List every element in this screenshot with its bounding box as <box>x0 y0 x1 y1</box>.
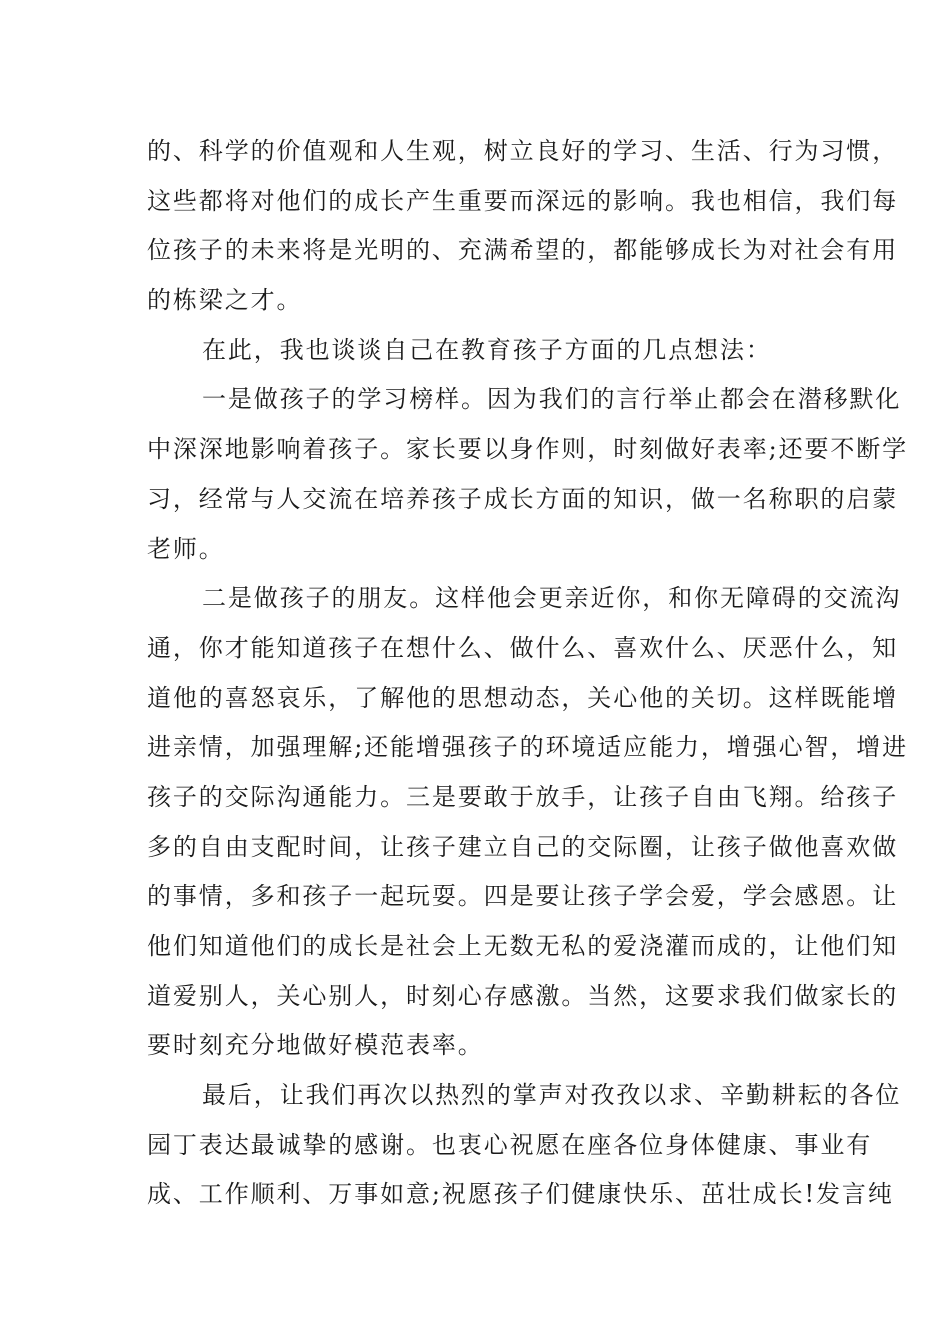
paragraph-first-line: 二是做孩子的朋友。这样他会更亲近你，和你无障碍的交流沟 <box>202 584 902 613</box>
text-line: 的栋梁之才。 <box>147 286 303 315</box>
text-line: 的、科学的价值观和人生观，树立良好的学习、生活、行为习惯， <box>147 137 899 165</box>
text-line: 园丁表达最诚挚的感谢。也衷心祝愿在座各位身体健康、事业有 <box>147 1130 873 1159</box>
text-line: 通，你才能知道孩子在想什么、做什么、喜欢什么、厌恶什么，知 <box>147 633 899 662</box>
text-line: 这些都将对他们的成长产生重要而深远的影响。我也相信，我们每 <box>147 186 899 215</box>
text-line: 的事情，多和孩子一起玩耍。四是要让孩子学会爱，学会感恩。让 <box>147 882 899 911</box>
text-line: 进亲情，加强理解;还能增强孩子的环境适应能力，增强心智，增进 <box>147 733 909 762</box>
text-line: 老师。 <box>147 534 225 563</box>
text-line: 他们知道他们的成长是社会上无数无私的爱浇灌而成的，让他们知 <box>147 932 899 960</box>
text-line: 成、工作顺利、万事如意;祝愿孩子们健康快乐、茁壮成长!发言纯 <box>147 1180 894 1209</box>
paragraph-first-line: 最后，让我们再次以热烈的掌声对孜孜以求、辛勤耕耘的各位 <box>202 1081 902 1110</box>
text-line: 中深深地影响着孩子。家长要以身作则，时刻做好表率;还要不断学 <box>147 435 909 464</box>
text-line: 位孩子的未来将是光明的、充满希望的，都能够成长为对社会有用 <box>147 236 899 265</box>
paragraph-first-line: 一是做孩子的学习榜样。因为我们的言行举止都会在潜移默化 <box>202 385 902 414</box>
paragraph-first-line: 在此，我也谈谈自己在教育孩子方面的几点想法： <box>202 335 772 364</box>
text-line: 孩子的交际沟通能力。三是要敢于放手，让孩子自由飞翔。给孩子 <box>147 782 899 811</box>
text-line: 道爱别人，关心别人，时刻心存感激。当然，这要求我们做家长的 <box>147 981 899 1010</box>
text-line: 要时刻充分地做好模范表率。 <box>147 1031 484 1060</box>
text-line: 习，经常与人交流在培养孩子成长方面的知识，做一名称职的启蒙 <box>147 484 899 513</box>
document-body <box>147 127 909 1220</box>
text-line: 道他的喜怒哀乐，了解他的思想动态，关心他的关切。这样既能增 <box>147 683 899 712</box>
text-line: 多的自由支配时间，让孩子建立自己的交际圈，让孩子做他喜欢做 <box>147 832 899 861</box>
